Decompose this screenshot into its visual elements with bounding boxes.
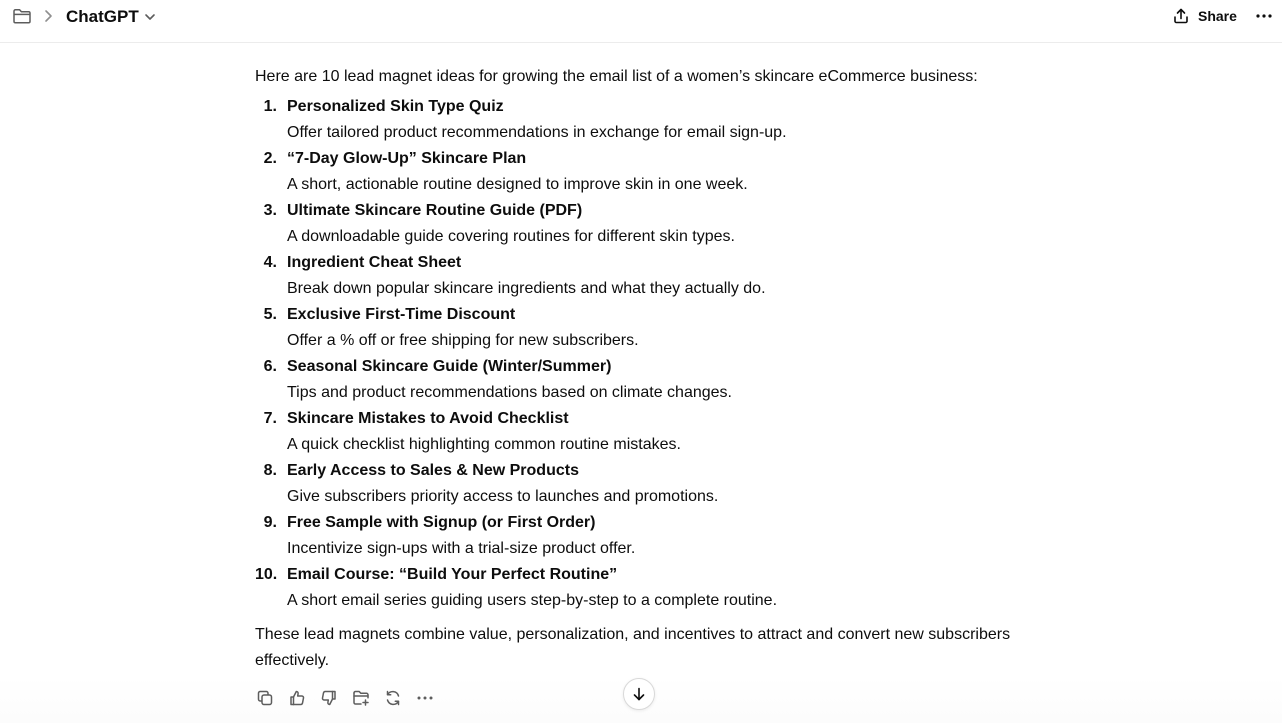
list-item-description: Offer a % off or free shipping for new subscribers. [287, 332, 639, 349]
list-item-title: Personalized Skin Type Quiz [287, 98, 504, 115]
chevron-down-icon [144, 12, 156, 22]
list-item-title: Email Course: “Build Your Perfect Routine” [287, 566, 618, 583]
list-item-description: A short, actionable routine designed to improve skin in one week. [287, 176, 748, 193]
list-item [255, 458, 1025, 510]
thumbs-down-icon[interactable] [318, 687, 340, 709]
model-title: ChatGPT [66, 7, 139, 26]
list-item-title: Seasonal Skincare Guide (Winter/Summer) [287, 358, 612, 375]
list-item-title: Exclusive First-Time Discount [287, 306, 516, 323]
list-item-title: Ultimate Skincare Routine Guide (PDF) [287, 202, 583, 219]
list-item-title: Free Sample with Signup (or First Order) [287, 514, 596, 531]
list-item [255, 354, 1025, 406]
list-item-number: 10. [255, 566, 278, 583]
message-actions [254, 687, 436, 709]
more-horizontal-icon[interactable] [1254, 7, 1274, 25]
share-button[interactable] [1172, 5, 1237, 27]
list-item-description: Incentivize sign-ups with a trial-size product offer. [287, 540, 636, 557]
list-item-description: A downloadable guide covering routines for different skin types. [287, 228, 735, 245]
message-intro: Here are 10 lead magnet ideas for growing the email list of a women’s skincare eCommerce business: [255, 68, 978, 85]
top-bar [0, 0, 1282, 43]
list-item-description: Tips and product recommendations based on climate changes. [287, 384, 732, 401]
list-item-number: 4. [263, 254, 277, 271]
list-item-description: Break down popular skincare ingredients and what they actually do. [287, 280, 766, 297]
list-item-description: Offer tailored product recommendations in exchange for email sign-up. [287, 124, 787, 141]
more-horizontal-icon[interactable] [414, 687, 436, 709]
list-item-number: 7. [263, 410, 277, 427]
list-item [255, 250, 1025, 302]
list-item-description: A quick checklist highlighting common routine mistakes. [287, 436, 681, 453]
assistant-message [255, 64, 1025, 674]
share-upload-icon [1172, 7, 1190, 25]
lead-magnet-list [255, 94, 1025, 614]
model-selector[interactable] [66, 6, 156, 28]
list-item-number: 8. [263, 462, 277, 479]
scroll-to-bottom-button[interactable] [623, 678, 655, 710]
list-item-title: Skincare Mistakes to Avoid Checklist [287, 410, 569, 427]
list-item [255, 562, 1025, 614]
list-item-description: A short email series guiding users step-by-step to a complete routine. [287, 592, 778, 609]
list-item [255, 302, 1025, 354]
chevron-right-icon [41, 8, 55, 24]
list-item-number: 3. [263, 202, 277, 219]
list-item-number: 9. [263, 514, 277, 531]
list-item [255, 406, 1025, 458]
list-item-number: 2. [263, 150, 277, 167]
folder-icon[interactable] [11, 7, 33, 25]
save-to-folder-icon[interactable] [350, 687, 372, 709]
copy-icon[interactable] [254, 687, 276, 709]
list-item [255, 198, 1025, 250]
arrow-down-icon [631, 686, 647, 702]
list-item-number: 5. [263, 306, 277, 323]
list-item-title: Ingredient Cheat Sheet [287, 254, 462, 271]
message-outro: These lead magnets combine value, personalization, and incentives to attract and convert new subscribers effectively. [255, 626, 1011, 669]
list-item-description: Give subscribers priority access to launches and promotions. [287, 488, 719, 505]
thumbs-up-icon[interactable] [286, 687, 308, 709]
list-item [255, 510, 1025, 562]
list-item [255, 94, 1025, 146]
list-item-number: 6. [263, 358, 277, 375]
regenerate-icon[interactable] [382, 687, 404, 709]
list-item-title: “7-Day Glow-Up” Skincare Plan [287, 150, 527, 167]
list-item-title: Early Access to Sales & New Products [287, 462, 579, 479]
list-item-number: 1. [263, 98, 277, 115]
share-label: Share [1198, 8, 1237, 24]
list-item [255, 146, 1025, 198]
